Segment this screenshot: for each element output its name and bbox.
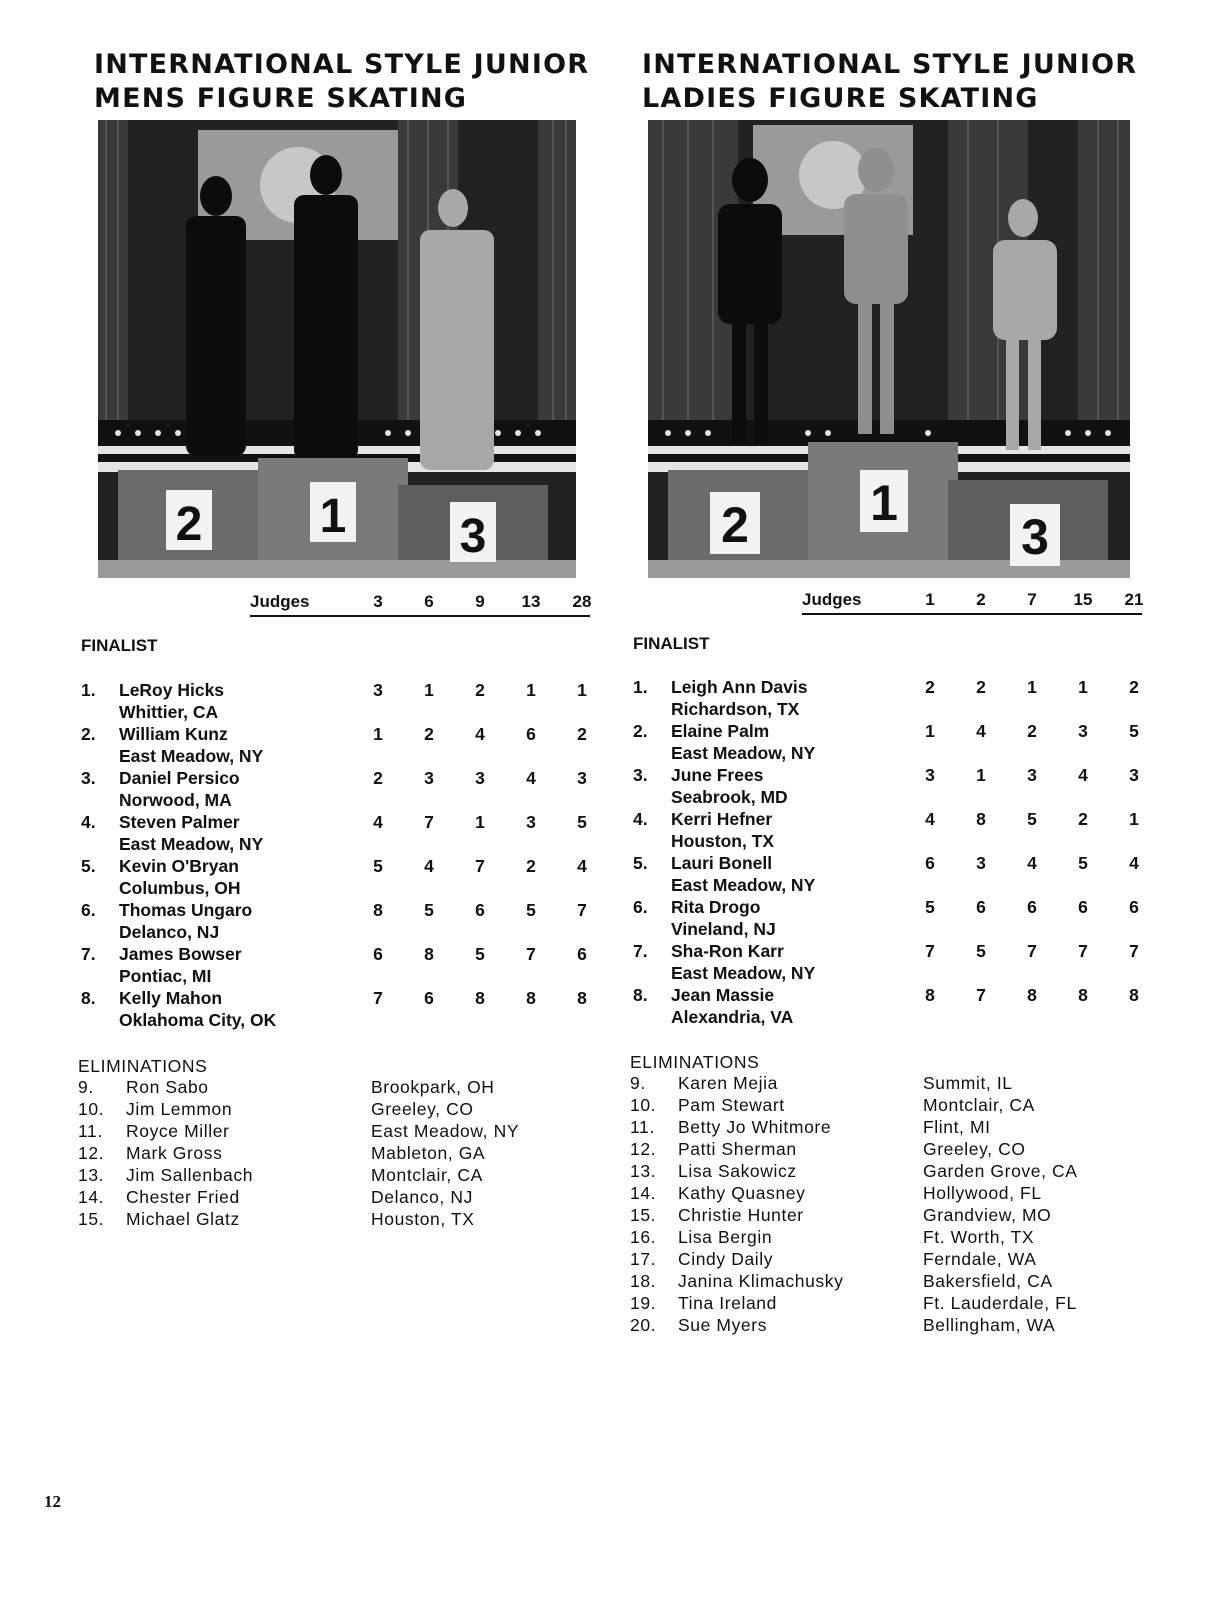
judge-score: 1: [424, 680, 434, 700]
judge-score: 1: [1129, 809, 1139, 829]
judge-score: 4: [373, 812, 383, 832]
judge-score: 5: [925, 897, 935, 917]
judge-score: 3: [1129, 765, 1139, 785]
elimination-rank: 11.: [78, 1121, 103, 1141]
mens-finalist-row: [81, 724, 601, 768]
judge-score: 6: [424, 988, 434, 1008]
elimination-rank: 12.: [78, 1143, 105, 1163]
finalist-name: Lauri Bonell: [671, 853, 773, 873]
ladies-judge-number: 7: [1027, 590, 1037, 609]
judge-score: 1: [1027, 677, 1037, 697]
mens-podium-label-3: 3: [459, 510, 487, 563]
judge-score: 1: [1078, 677, 1088, 697]
mens-judges-header: [78, 592, 598, 614]
mens-podium-label-1: 1: [319, 490, 347, 543]
judge-score: 6: [475, 900, 485, 920]
ladies-judge-number: 21: [1124, 590, 1144, 609]
mens-podium-label-2: 2: [175, 498, 203, 551]
elimination-name: Sue Myers: [678, 1315, 768, 1335]
ladies-judge-number: 2: [976, 590, 986, 609]
ladies-finalist-row: [633, 809, 1153, 853]
judge-score: 7: [526, 944, 536, 964]
judge-score: 8: [1027, 985, 1037, 1005]
finalist-rank: 2.: [81, 724, 96, 744]
judge-score: 3: [424, 768, 434, 788]
judge-score: 4: [1027, 853, 1037, 873]
elimination-city: Bellingham, WA: [923, 1315, 1056, 1335]
ladies-podium-label-1: 1: [870, 475, 898, 531]
ladies-podium-photo: [648, 120, 1130, 578]
elimination-city: Garden Grove, CA: [923, 1161, 1078, 1181]
elimination-rank: 13.: [78, 1165, 105, 1185]
finalist-name: Rita Drogo: [671, 897, 761, 917]
judge-score: 7: [475, 856, 485, 876]
finalist-name: Kelly Mahon: [119, 988, 223, 1008]
judge-score: 7: [1027, 941, 1037, 961]
finalist-name: Kerri Hefner: [671, 809, 773, 829]
judge-score: 5: [475, 944, 485, 964]
judge-score: 5: [1129, 721, 1139, 741]
ladies-judges-underline: [802, 613, 1142, 615]
finalist-city: Houston, TX: [671, 831, 775, 851]
mens-judge-number: 9: [475, 592, 485, 611]
finalist-rank: 1.: [81, 680, 96, 700]
judge-score: 4: [1078, 765, 1088, 785]
ladies-finalist-row: [633, 721, 1153, 765]
finalist-city: Oklahoma City, OK: [119, 1010, 277, 1030]
ladies-finalist-row: [633, 985, 1153, 1029]
mens-elimination-row: [78, 1121, 598, 1143]
finalist-name: William Kunz: [119, 724, 228, 744]
ladies-photo-illustration: [648, 120, 1130, 578]
finalist-name: Thomas Ungaro: [119, 900, 253, 920]
elimination-city: Montclair, CA: [923, 1095, 1035, 1115]
judge-score: 8: [475, 988, 485, 1008]
mens-elimination-row: [78, 1165, 598, 1187]
mens-finalist-row: [81, 680, 601, 724]
judge-score: 4: [976, 721, 986, 741]
finalist-name: Elaine Palm: [671, 721, 770, 741]
finalist-name: Daniel Persico: [119, 768, 240, 788]
elimination-city: Ferndale, WA: [923, 1249, 1037, 1269]
finalist-city: East Meadow, NY: [119, 746, 264, 766]
mens-judge-number: 3: [373, 592, 383, 611]
elimination-city: Brookpark, OH: [371, 1077, 495, 1097]
ladies-title: INTERNATIONAL STYLE JUNIOR LADIES FIGURE SKATING: [642, 49, 1138, 114]
elimination-name: Karen Mejia: [678, 1073, 778, 1093]
ladies-elimination-row: [630, 1205, 1150, 1227]
judge-score: 2: [475, 680, 485, 700]
elimination-city: Greeley, CO: [923, 1139, 1026, 1159]
mens-judge-number: 28: [572, 592, 592, 611]
judge-score: 2: [1078, 809, 1088, 829]
elimination-city: Ft. Worth, TX: [923, 1227, 1035, 1247]
ladies-judges-header: [630, 590, 1150, 612]
elimination-rank: 14.: [78, 1187, 105, 1207]
elimination-name: Betty Jo Whitmore: [678, 1117, 832, 1137]
judge-score: 3: [577, 768, 587, 788]
judge-score: 4: [424, 856, 434, 876]
judge-score: 7: [577, 900, 587, 920]
judge-score: 7: [976, 985, 986, 1005]
judge-score: 7: [1129, 941, 1139, 961]
finalist-rank: 8.: [633, 985, 648, 1005]
mens-judge-number: 13: [521, 592, 541, 611]
finalist-rank: 6.: [633, 897, 648, 917]
judge-score: 6: [1027, 897, 1037, 917]
judge-score: 4: [526, 768, 536, 788]
judge-score: 6: [373, 944, 383, 964]
finalist-city: Richardson, TX: [671, 699, 800, 719]
judge-score: 3: [373, 680, 383, 700]
ladies-elimination-row: [630, 1249, 1150, 1271]
judge-score: 6: [526, 724, 536, 744]
elimination-rank: 18.: [630, 1271, 657, 1291]
finalist-city: Whittier, CA: [119, 702, 219, 722]
judge-score: 5: [577, 812, 587, 832]
mens-judge-number: 6: [424, 592, 434, 611]
elimination-name: Michael Glatz: [126, 1209, 240, 1229]
elimination-name: Jim Lemmon: [126, 1099, 233, 1119]
judge-score: 2: [1129, 677, 1139, 697]
judge-score: 4: [577, 856, 587, 876]
mens-finalist-heading: FINALIST: [81, 636, 158, 655]
page-number: 12: [44, 1492, 61, 1511]
judge-score: 1: [373, 724, 383, 744]
ladies-finalist-row: [633, 941, 1153, 985]
mens-judges-label: Judges: [250, 592, 310, 611]
elimination-rank: 9.: [630, 1073, 646, 1093]
mens-eliminations-heading: ELIMINATIONS: [78, 1056, 208, 1076]
elimination-city: Houston, TX: [371, 1209, 475, 1229]
judge-score: 7: [925, 941, 935, 961]
elimination-rank: 20.: [630, 1315, 657, 1335]
judge-score: 5: [976, 941, 986, 961]
elimination-name: Kathy Quasney: [678, 1183, 806, 1203]
mens-finalist-row: [81, 900, 601, 944]
ladies-elimination-row: [630, 1183, 1150, 1205]
judge-score: 8: [373, 900, 383, 920]
judge-score: 3: [1027, 765, 1037, 785]
finalist-rank: 5.: [633, 853, 648, 873]
judge-score: 5: [1027, 809, 1037, 829]
ladies-judge-number: 1: [925, 590, 935, 609]
judge-score: 4: [475, 724, 485, 744]
finalist-rank: 4.: [81, 812, 96, 832]
elimination-name: Cindy Daily: [678, 1249, 774, 1269]
mens-finalist-row: [81, 988, 601, 1032]
mens-elimination-row: [78, 1187, 598, 1209]
judge-score: 3: [526, 812, 536, 832]
elimination-city: Flint, MI: [923, 1117, 991, 1137]
judge-score: 7: [424, 812, 434, 832]
ladies-elimination-row: [630, 1117, 1150, 1139]
judge-score: 8: [925, 985, 935, 1005]
mens-elimination-row: [78, 1099, 598, 1121]
elimination-city: Mableton, GA: [371, 1143, 486, 1163]
elimination-rank: 11.: [630, 1117, 655, 1137]
finalist-city: Alexandria, VA: [671, 1007, 794, 1027]
finalist-city: East Meadow, NY: [671, 963, 816, 983]
judge-score: 2: [1027, 721, 1037, 741]
elimination-name: Tina Ireland: [678, 1293, 777, 1313]
ladies-elimination-row: [630, 1161, 1150, 1183]
judge-score: 1: [577, 680, 587, 700]
ladies-elimination-row: [630, 1315, 1150, 1337]
judge-score: 7: [1078, 941, 1088, 961]
finalist-rank: 6.: [81, 900, 96, 920]
elimination-rank: 16.: [630, 1227, 657, 1247]
judge-score: 8: [1129, 985, 1139, 1005]
finalist-name: James Bowser: [119, 944, 242, 964]
finalist-rank: 5.: [81, 856, 96, 876]
mens-judges-underline: [250, 615, 590, 617]
judge-score: 8: [976, 809, 986, 829]
finalist-name: Steven Palmer: [119, 812, 240, 832]
finalist-rank: 3.: [81, 768, 96, 788]
finalist-name: Leigh Ann Davis: [671, 677, 808, 697]
elimination-name: Pam Stewart: [678, 1095, 785, 1115]
judge-score: 8: [577, 988, 587, 1008]
judge-score: 7: [373, 988, 383, 1008]
elimination-name: Lisa Bergin: [678, 1227, 773, 1247]
ladies-elimination-row: [630, 1139, 1150, 1161]
finalist-rank: 2.: [633, 721, 648, 741]
ladies-elimination-row: [630, 1293, 1150, 1315]
finalist-city: East Meadow, NY: [671, 875, 816, 895]
ladies-finalist-row: [633, 897, 1153, 941]
elimination-name: Jim Sallenbach: [126, 1165, 254, 1185]
mens-photo-illustration: [98, 120, 576, 578]
mens-finalist-row: [81, 768, 601, 812]
elimination-rank: 17.: [630, 1249, 657, 1269]
judge-score: 2: [424, 724, 434, 744]
judge-score: 2: [577, 724, 587, 744]
elimination-name: Mark Gross: [126, 1143, 223, 1163]
elimination-rank: 10.: [630, 1095, 657, 1115]
ladies-elimination-row: [630, 1095, 1150, 1117]
judge-score: 6: [1078, 897, 1088, 917]
judge-score: 1: [976, 765, 986, 785]
elimination-city: Delanco, NJ: [371, 1187, 473, 1207]
ladies-judge-number: 15: [1073, 590, 1093, 609]
finalist-name: Jean Massie: [671, 985, 775, 1005]
elimination-city: Bakersfield, CA: [923, 1271, 1053, 1291]
finalist-city: East Meadow, NY: [119, 834, 264, 854]
judge-score: 6: [976, 897, 986, 917]
judge-score: 6: [925, 853, 935, 873]
judge-score: 8: [526, 988, 536, 1008]
finalist-rank: 8.: [81, 988, 96, 1008]
finalist-rank: 7.: [81, 944, 96, 964]
elimination-rank: 9.: [78, 1077, 94, 1097]
mens-elimination-row: [78, 1143, 598, 1165]
finalist-city: Delanco, NJ: [119, 922, 220, 942]
finalist-city: Pontiac, MI: [119, 966, 212, 986]
judge-score: 3: [1078, 721, 1088, 741]
elimination-name: Patti Sherman: [678, 1139, 797, 1159]
finalist-name: Sha-Ron Karr: [671, 941, 784, 961]
elimination-name: Chester Fried: [126, 1187, 240, 1207]
mens-podium-photo: [98, 120, 576, 578]
elimination-rank: 14.: [630, 1183, 657, 1203]
ladies-eliminations-heading: ELIMINATIONS: [630, 1052, 760, 1072]
judge-score: 2: [925, 677, 935, 697]
judge-score: 3: [475, 768, 485, 788]
elimination-rank: 13.: [630, 1161, 657, 1181]
finalist-rank: 7.: [633, 941, 648, 961]
elimination-city: Hollywood, FL: [923, 1183, 1042, 1203]
judge-score: 1: [925, 721, 935, 741]
finalist-city: Norwood, MA: [119, 790, 232, 810]
ladies-podium-label-2: 2: [721, 497, 749, 553]
finalist-rank: 1.: [633, 677, 648, 697]
ladies-finalist-row: [633, 853, 1153, 897]
ladies-elimination-row: [630, 1227, 1150, 1249]
elimination-city: Greeley, CO: [371, 1099, 474, 1119]
finalist-city: Seabrook, MD: [671, 787, 788, 807]
elimination-rank: 19.: [630, 1293, 657, 1313]
ladies-finalist-heading: FINALIST: [633, 634, 710, 653]
judge-score: 5: [526, 900, 536, 920]
elimination-city: East Meadow, NY: [371, 1121, 520, 1141]
judge-score: 5: [373, 856, 383, 876]
judge-score: 3: [976, 853, 986, 873]
finalist-name: LeRoy Hicks: [119, 680, 225, 700]
ladies-finalist-row: [633, 765, 1153, 809]
elimination-name: Christie Hunter: [678, 1205, 804, 1225]
elimination-rank: 15.: [630, 1205, 657, 1225]
judge-score: 1: [475, 812, 485, 832]
ladies-podium-label-3: 3: [1021, 509, 1049, 565]
mens-finalist-row: [81, 812, 601, 856]
judge-score: 5: [424, 900, 434, 920]
finalist-rank: 3.: [633, 765, 648, 785]
judge-score: 6: [1129, 897, 1139, 917]
elimination-city: Summit, IL: [923, 1073, 1013, 1093]
mens-title: INTERNATIONAL STYLE JUNIOR MENS FIGURE SKATING: [94, 49, 590, 114]
mens-elimination-row: [78, 1209, 598, 1231]
mens-finalist-row: [81, 856, 601, 900]
elimination-rank: 15.: [78, 1209, 105, 1229]
finalist-city: Vineland, NJ: [671, 919, 776, 939]
elimination-name: Ron Sabo: [126, 1077, 209, 1097]
mens-elimination-row: [78, 1077, 598, 1099]
judge-score: 8: [1078, 985, 1088, 1005]
finalist-name: June Frees: [671, 765, 764, 785]
judge-score: 2: [373, 768, 383, 788]
judge-score: 4: [925, 809, 935, 829]
judge-score: 2: [526, 856, 536, 876]
ladies-elimination-row: [630, 1073, 1150, 1095]
judge-score: 5: [1078, 853, 1088, 873]
finalist-rank: 4.: [633, 809, 648, 829]
elimination-name: Lisa Sakowicz: [678, 1161, 797, 1181]
elimination-city: Montclair, CA: [371, 1165, 483, 1185]
finalist-city: East Meadow, NY: [671, 743, 816, 763]
elimination-name: Janina Klimachusky: [678, 1271, 844, 1291]
mens-finalist-row: [81, 944, 601, 988]
judge-score: 8: [424, 944, 434, 964]
judge-score: 4: [1129, 853, 1139, 873]
ladies-finalist-row: [633, 677, 1153, 721]
elimination-rank: 12.: [630, 1139, 657, 1159]
finalist-name: Kevin O'Bryan: [119, 856, 239, 876]
judge-score: 3: [925, 765, 935, 785]
ladies-judges-label: Judges: [802, 590, 862, 609]
elimination-city: Ft. Lauderdale, FL: [923, 1293, 1077, 1313]
judge-score: 1: [526, 680, 536, 700]
finalist-city: Columbus, OH: [119, 878, 241, 898]
judge-score: 2: [976, 677, 986, 697]
ladies-elimination-row: [630, 1271, 1150, 1293]
elimination-name: Royce Miller: [126, 1121, 230, 1141]
elimination-city: Grandview, MO: [923, 1205, 1052, 1225]
elimination-rank: 10.: [78, 1099, 105, 1119]
judge-score: 6: [577, 944, 587, 964]
